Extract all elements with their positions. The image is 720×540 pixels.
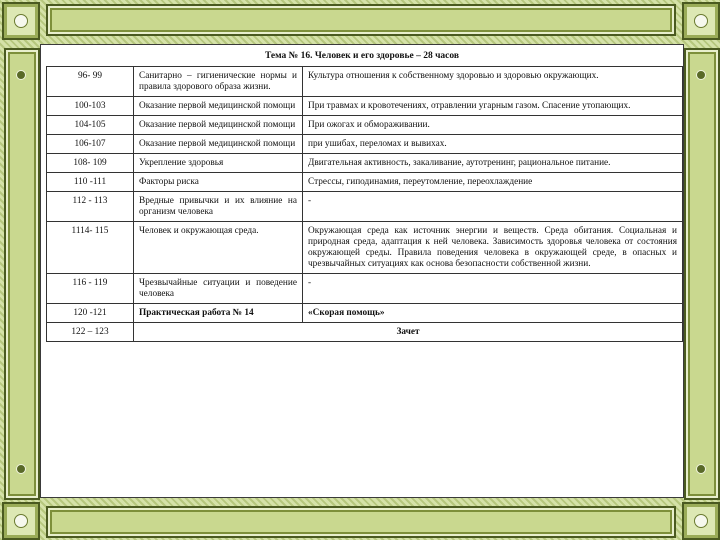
topic-cell: Оказание первой медицинской помощи [134,97,303,116]
hours-cell: 100-103 [47,97,134,116]
hours-cell: 110 -111 [47,173,134,192]
circle-icon [14,514,28,528]
topic-cell: Чрезвычайные ситуации и поведение человека [134,274,303,304]
table-row [47,222,683,274]
circle-icon [14,14,28,28]
dot-icon [696,464,706,474]
content-cell: Окружающая среда как источник энергии и веществ. Среда обитания. Социальная и природная среда, адаптация к ней человека. Зависимость здоровья человека от состояния окружающей среды. Правила поведения человека в окружающей среде, в опасных и чрезвычайных ситуациях как основа безопасности собственной жизни. [303,222,683,274]
content-cell: Стрессы, гиподинамия, переутомление, переохлаждение [303,173,683,192]
lesson-plan-table [46,66,683,342]
corner-ornament-bottom-left [2,502,40,540]
circle-icon [694,14,708,28]
hours-cell: 1114- 115 [47,222,134,274]
frame-right-bar [684,48,720,500]
topic-cell: Человек и окружающая среда. [134,222,303,274]
topic-cell: Вредные привычки и их влияние на организм человека [134,192,303,222]
table-row [47,154,683,173]
table-row [47,323,683,342]
hours-cell: 120 -121 [47,304,134,323]
corner-ornament-top-right [682,2,720,40]
hours-cell: 96- 99 [47,67,134,97]
hours-cell: 122 – 123 [47,323,134,342]
table-row [47,274,683,304]
hours-cell: 116 - 119 [47,274,134,304]
topic-cell: Санитарно – гигиенические нормы и правила здорового образа жизни. [134,67,303,97]
table-row [47,173,683,192]
content-cell: Культура отношения к собственному здоровью и здоровью окружающих. [303,67,683,97]
hours-cell: 112 - 113 [47,192,134,222]
content-cell: - [303,274,683,304]
table-row [47,135,683,154]
content-cell: При ожогах и обмораживании. [303,116,683,135]
topic-cell: Факторы риска [134,173,303,192]
circle-icon [694,514,708,528]
corner-ornament-top-left [2,2,40,40]
topic-cell: Оказание первой медицинской помощи [134,135,303,154]
hours-cell: 104-105 [47,116,134,135]
content-cell: «Скорая помощь» [303,304,683,323]
content-cell: Двигательная активность, закаливание, аутотренинг, рациональное питание. [303,154,683,173]
content-cell: при ушибах, переломах и вывихах. [303,135,683,154]
frame-bottom-bar [46,506,676,538]
topic-cell: Укрепление здоровья [134,154,303,173]
dot-icon [696,70,706,80]
table-row [47,304,683,323]
page-title: Тема № 16. Человек и его здоровье – 28 часов [264,51,460,61]
hours-cell: 106-107 [47,135,134,154]
dot-icon [16,464,26,474]
corner-ornament-bottom-right [682,502,720,540]
table-row [47,67,683,97]
table-row [47,116,683,135]
frame-top-bar [46,4,676,36]
dot-icon [16,70,26,80]
content-cell: При травмах и кровотечениях, отравлении угарным газом. Спасение утопающих. [303,97,683,116]
topic-cell: Практическая работа № 14 [134,304,303,323]
merged-cell: Зачет [134,323,683,342]
document-page [40,44,684,498]
frame-left-bar [4,48,40,500]
table-row [47,192,683,222]
hours-cell: 108- 109 [47,154,134,173]
topic-cell: Оказание первой медицинской помощи [134,116,303,135]
table-row [47,97,683,116]
content-cell: - [303,192,683,222]
